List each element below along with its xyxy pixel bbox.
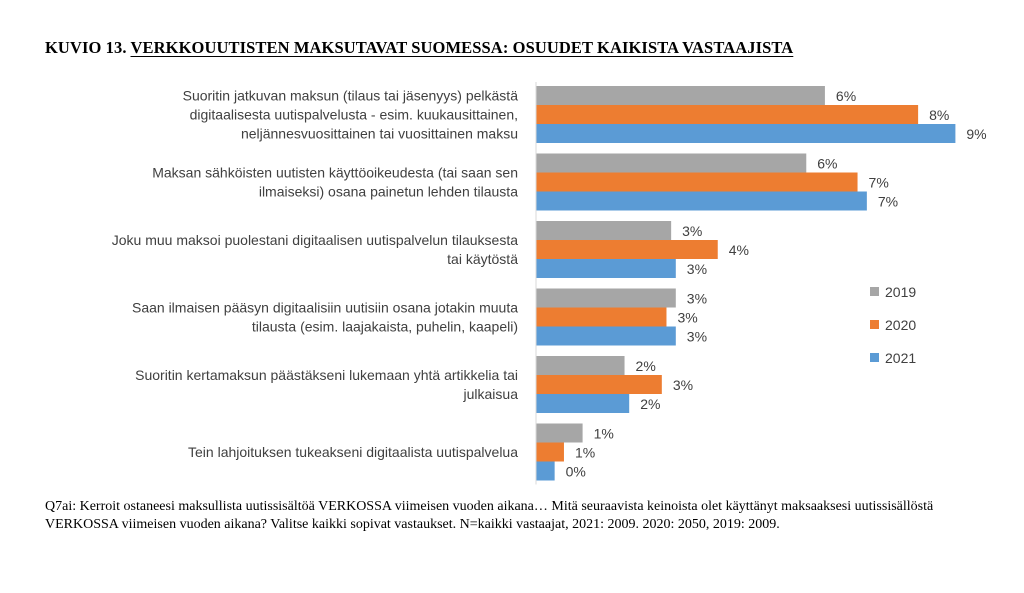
category-label-line: Maksan sähköisten uutisten käyttöoikeudesta (tai saan sen — [152, 164, 518, 181]
category-label-line: neljännesvuosittainen tai vuosittainen maksu — [240, 125, 518, 142]
bar-2021 — [536, 192, 867, 211]
category-label-line: Suoritin kertamaksun päästäkseni lukemaan yhtä artikkelia tai — [135, 367, 518, 383]
data-label-2020: 3% — [677, 309, 698, 326]
legend-swatch-2021 — [870, 353, 879, 362]
bar-2019 — [536, 424, 583, 443]
data-label-2021: 2% — [640, 396, 661, 412]
data-label-2019: 6% — [817, 155, 838, 172]
data-label-2019: 1% — [593, 425, 614, 442]
data-label-2019: 3% — [686, 290, 708, 307]
data-label-2021: 3% — [686, 328, 708, 345]
category-label-line: Saan ilmaisen pääsyn digitaalisiin uutisiin osana jotakin muuta — [131, 299, 518, 316]
category-label — [132, 300, 518, 335]
bar-2020 — [536, 173, 858, 192]
category-label-line: Tein lahjoituksen tukeakseni digitaalista uutispalvelua — [188, 444, 518, 460]
figure-prefix: KUVIO 13. — [45, 38, 127, 57]
legend-label-2021: 2021 — [885, 350, 917, 366]
category-label-line: tilausta (esim. laajakaista, puhelin, kaapeli) — [251, 318, 518, 335]
data-label-2020: 3% — [672, 377, 694, 393]
category-label — [188, 444, 518, 460]
category-label-line: Joku muu maksoi puolestani digitaalisen uutispalvelun tilauksesta — [111, 232, 518, 248]
footnote: Q7ai: Kerroit ostaneesi maksullista uutissisältöä VERKOSSA viimeisen vuoden aikana… Mitä seuraavista keinoista olet käyttänyt maksaaksesi uutissisällöstä VERKOSSA viimeisen vuoden aikana? Valitse kaikki sopivat vastaukset. N=kaikki vastaajat, 2021: 2009. 2020: 2050, 2019: 2009. — [45, 499, 934, 532]
data-label-2021: 7% — [877, 193, 899, 210]
bar-2021 — [536, 259, 676, 278]
data-label-2021: 0% — [565, 463, 586, 480]
category-label-line: Suoritin jatkuvan maksun (tilaus tai jäsenyys) pelkästä — [182, 87, 518, 104]
data-label-2019: 3% — [682, 223, 703, 239]
data-label-2021: 3% — [686, 261, 708, 277]
bar-2021 — [536, 394, 629, 413]
bar-2021 — [536, 462, 555, 481]
category-label-line: digitaalisesta uutispalvelusta - esim. kuukausittainen, — [189, 106, 518, 123]
legend-label-2020: 2020 — [885, 317, 917, 333]
legend-swatch-2019 — [870, 287, 879, 296]
category-label-line: tai käytöstä — [447, 251, 518, 267]
data-label-2020: 1% — [574, 444, 596, 461]
data-label-2019: 2% — [635, 358, 656, 374]
bar-2019 — [536, 154, 806, 173]
legend-label-2019: 2019 — [885, 284, 917, 300]
bar-2020 — [536, 105, 918, 124]
data-label-2021: 9% — [966, 126, 987, 142]
bar-2020 — [536, 240, 718, 259]
data-label-2019: 6% — [835, 88, 857, 104]
legend-swatch-2020 — [870, 320, 879, 329]
bar-2021 — [536, 327, 676, 346]
bar-2020 — [536, 308, 666, 327]
category-label-line: ilmaiseksi) osana painetun lehden tilausta — [258, 183, 518, 200]
bar-2020 — [536, 375, 662, 394]
data-label-2020: 7% — [868, 174, 889, 191]
category-label — [183, 88, 519, 142]
data-label-2020: 8% — [929, 107, 950, 123]
bar-2019 — [536, 289, 676, 308]
bar-2019 — [536, 356, 625, 375]
category-label-line: julkaisua — [463, 386, 518, 402]
figure-title-text: VERKKOUUTISTEN MAKSUTAVAT SUOMESSA: OSUUDET KAIKISTA VASTAAJISTA — [130, 38, 794, 57]
category-label — [152, 165, 518, 200]
bar-2021 — [536, 124, 955, 143]
data-label-2020: 4% — [728, 242, 749, 258]
bar-2020 — [536, 443, 564, 462]
category-label — [135, 367, 518, 402]
bar-2019 — [536, 221, 671, 240]
category-label — [112, 232, 518, 267]
bar-2019 — [536, 86, 825, 105]
